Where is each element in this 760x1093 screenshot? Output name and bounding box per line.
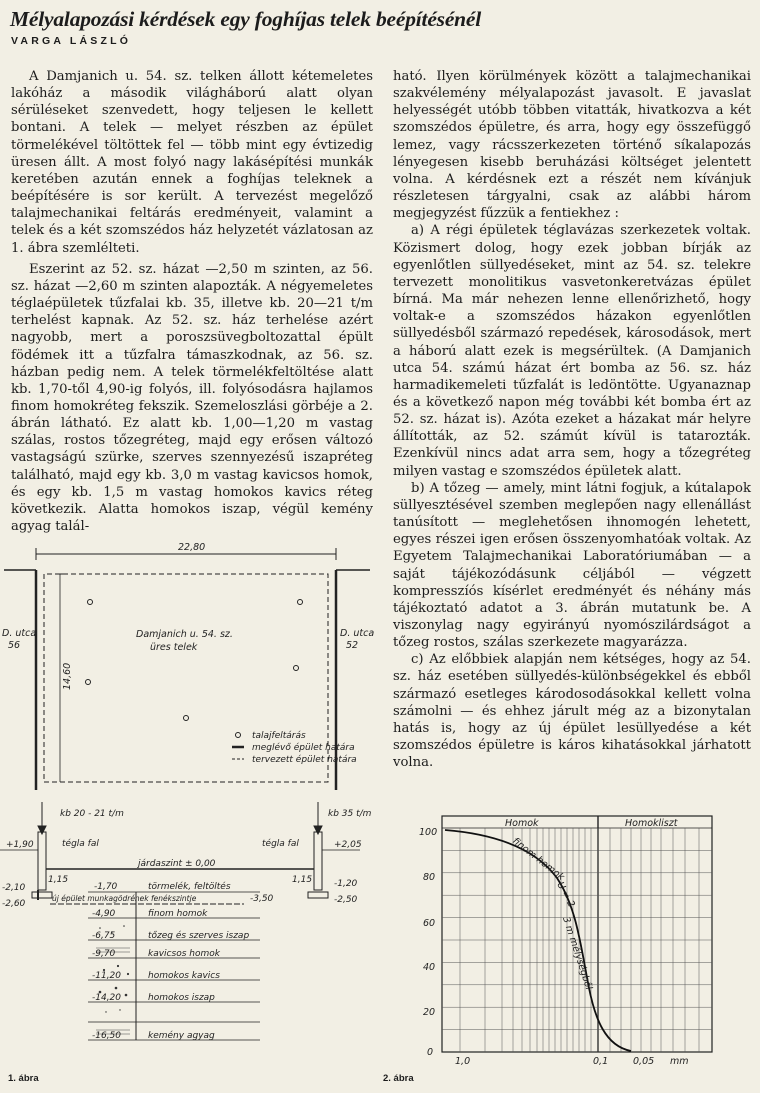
y-tick: 40 bbox=[423, 962, 436, 973]
figure-1 bbox=[0, 540, 385, 1060]
elevation-left-base: -2,10 bbox=[2, 883, 26, 893]
x-tick: 0,1 bbox=[593, 1056, 609, 1067]
section-left-wall bbox=[38, 832, 46, 890]
layer-name: törmelék, feltöltés bbox=[148, 882, 231, 892]
plan-width-label: 22,80 bbox=[178, 542, 206, 553]
layer-name: kemény agyag bbox=[148, 1031, 215, 1041]
paragraph: ható. Ilyen körülmények között a talajmechanikai szakvélemény mélyalapozást javasolt. E javaslat helyességét utóbb többen vitatták, hivatkozva a két szomszédos épületre, és arra, hogy egy összefüggő lemez, vagy rácsszerkezeten történő síkalapozás lényegesen kisebb beruházási költséget jelentett volna. A kérdésnek ezt a részét nem kívánjuk részletesen tárgyalni, csak az alábbi három megjegyzést fűzzük a fentiekhez : bbox=[393, 69, 751, 222]
layer-depth: -11,20 bbox=[92, 971, 122, 981]
layer-depth: -6,75 bbox=[92, 931, 116, 941]
pit-bottom-level: -3,50 bbox=[250, 894, 274, 904]
legend-existing: meglévő épület határa bbox=[252, 743, 355, 753]
left-column-text bbox=[11, 68, 373, 535]
elevation-left-top: +1,90 bbox=[6, 840, 34, 850]
article-author: VARGA LÁSZLÓ bbox=[11, 35, 132, 47]
figure-2-header-left: Homok bbox=[505, 818, 539, 829]
layer-depth: -9,70 bbox=[92, 949, 116, 959]
figure-2 bbox=[385, 808, 757, 1070]
plan-center-label: Damjanich u. 54. sz. bbox=[136, 629, 233, 640]
elevation-right-base: -1,20 bbox=[334, 879, 358, 889]
elevation-right-foundation: -2,50 bbox=[334, 895, 358, 905]
y-tick: 60 bbox=[423, 918, 436, 929]
x-unit: mm bbox=[670, 1056, 689, 1067]
layer-name: tőzeg és szerves iszap bbox=[148, 931, 250, 941]
section-load-right: kb 35 t/m bbox=[328, 809, 372, 819]
borehole-marker bbox=[86, 680, 91, 685]
article-title: Mélyalapozási kérdések egy foghíjas telek beépítésénél bbox=[10, 7, 482, 31]
layer-depth: -1,70 bbox=[94, 882, 118, 892]
paragraph: A Damjanich u. 54. sz. telken állott kétemeletes lakóház a második világháború alatt olyan sérüléseket szenvedett, hogy teljesen le kellett bontani. A telek — melyet részben az épület törmelékével töltöttek fel — több mint egy évtizedig üresen állt. A most folyó nagy lakásépítési munkák keretében azután ennek a foghíjas teleknek a beépítésére is sor került. A tervezést megelőző talajmechanikai feltárás eredményeit, valamint a telek és a két szomszédos ház helyzetét vázlatosan az 1. ábra szemlélteti. bbox=[11, 69, 373, 256]
right-column-text bbox=[393, 68, 751, 771]
layer-name: kavicsos homok bbox=[148, 949, 220, 959]
curve-label: finom homok bbox=[510, 835, 567, 883]
paragraph: a) A régi épületek téglavázas szerkezetek voltak. Közismert dolog, hogy ezek jobban bírják az egyenlőtlen süllyedéseket, mint az 54. sz. telekre tervezett monolitikus vasvetonkeretvázas épület bírná. Ma már nehezen lenne ellenőrizhető, hogy voltak-e a szomszédos házakon egyenlőtlen süllyedésből származó repedések, károsodások, mert a háború alatt ezek is megsérültek. (A Damjanich utca 54. számú házat ért bomba az 56. sz. ház harmadikemeleti tűzfalát is ledöntötte. Ugyanaznap és a következő napon még további két bomba ért az 52. sz. házat is). Azóta ezeket a házakat már helyre állították, az 52. számút kívül is tatarozták. Ezenkívül nincs adat arra sem, hogy a tőzegréteg milyen vastag e szomszédos épületek alatt. bbox=[393, 223, 751, 479]
y-tick: 0 bbox=[427, 1047, 434, 1058]
figure-2-caption: 2. ábra bbox=[383, 1073, 414, 1084]
y-tick: 20 bbox=[423, 1007, 436, 1018]
elevation-right-top: +2,05 bbox=[334, 840, 362, 850]
curve-label: 3 m mélységből bbox=[560, 915, 595, 992]
borehole-marker bbox=[184, 716, 189, 721]
layer-depth: -4,90 bbox=[92, 909, 116, 919]
paragraph: Eszerint az 52. sz. házat —2,50 m szinten, az 56. sz. házat —2,60 m szinten alapozták. A négyemeletes téglaépületek tűzfalai kb. 35, illetve kb. 20—21 t/m terhelést kapnak. Az 52. sz. ház terhelése azért nagyobb, mert a poroszsüvegboltozattal épült födémek itt a tűzfalra támaszkodnak, az 56. sz. házban pedig nem. A telek törmelékfeltöltése alatt kb. 1,70-től 4,90-ig folyós, ill. folyósodásra hajlamos finom homokréteg fekszik. Szemeloszlási görbéje a 2. ábrán látható. Ez alatt kb. 1,00—1,20 m vastag szálas, rostos tőzegréteg, majd egy erősen változó vastagságú szürke, szerves szennyezésű iszapréteg található, majd egy kb. 3,0 m vastag kavicsos homok, és egy kb. 1,5 m vastag homokos kavics réteg következik. Alatta homokos iszap, végül kemény agyag talál- bbox=[11, 261, 373, 535]
section-load-left: kb 20 - 21 t/m bbox=[60, 809, 124, 819]
elevation-left-foundation: -2,60 bbox=[2, 899, 26, 909]
curve-label: U = 2 bbox=[554, 880, 577, 910]
section-wall-right: tégla fal bbox=[262, 839, 299, 849]
layer-depth: -16,50 bbox=[92, 1031, 122, 1041]
x-tick: 1,0 bbox=[455, 1056, 471, 1067]
paragraph: c) Az előbbiek alapján nem kétséges, hogy az 54. sz. ház esetében süllyedés-különbségekkel és ebből származó esetleges károdosodásokkal kellett volna számolni — és ehhez járult még az a bizonytalan hatás is, hogy az új épület lesüllyedése a két szomszédos épületre is káros kihatásokkal járhatott volna. bbox=[393, 652, 751, 771]
legend-planned: tervezett épület határa bbox=[252, 755, 357, 765]
borehole-marker bbox=[88, 600, 93, 605]
x-tick: 0,05 bbox=[633, 1056, 655, 1067]
layer-name: homokos kavics bbox=[148, 971, 220, 981]
figure-2-header-right: Homokliszt bbox=[625, 818, 678, 829]
plan-left-street: D. utca bbox=[2, 628, 37, 639]
pit-bottom-label: új épület munkagödrének fenékszintje bbox=[52, 894, 197, 903]
layer-depth: -14,20 bbox=[92, 993, 122, 1003]
wall-dimension-left: 1,15 bbox=[48, 875, 69, 885]
section-ground-level: járdaszint ± 0,00 bbox=[138, 859, 216, 869]
layer-name: finom homok bbox=[148, 909, 208, 919]
plan-depth-label: 14,60 bbox=[62, 662, 73, 690]
layer-name: homokos iszap bbox=[148, 993, 215, 1003]
y-tick: 100 bbox=[419, 827, 438, 838]
paragraph: b) A tőzeg — amely, mint látni fogjuk, a kútalapok süllyesztésével szemben meglepően nagy ellenállást tanúsított — meglehetősen ihnomogén lehetett, egyes részei igen erősen összenyomhatóak voltak. Az Egyetem Talajmechanikai Laboratóriumában — a saját tájékozódásunk céljából — végzett kompresszíós kísérlet eredményét és néhány más tájékoztató adatot a 3. ábrán mutatunk be. A viszonylag nagy egyirányú nyomószilárdságot a tőzeg rostos, szálas szerkezete magyarázza. bbox=[393, 480, 751, 651]
section-wall-left: tégla fal bbox=[62, 839, 99, 849]
plan-right-street-number: 52 bbox=[346, 640, 359, 651]
plan-center-label: üres telek bbox=[150, 642, 198, 653]
plan-right-street: D. utca bbox=[340, 628, 375, 639]
plan-left-street-number: 56 bbox=[8, 640, 21, 651]
borehole-marker bbox=[294, 666, 299, 671]
section-right-wall bbox=[314, 832, 322, 890]
y-tick: 80 bbox=[423, 872, 436, 883]
figure-1-caption: 1. ábra bbox=[8, 1073, 39, 1084]
wall-dimension-right: 1,15 bbox=[292, 875, 313, 885]
borehole-marker bbox=[298, 600, 303, 605]
legend-borehole: talajfeltárás bbox=[252, 731, 306, 741]
